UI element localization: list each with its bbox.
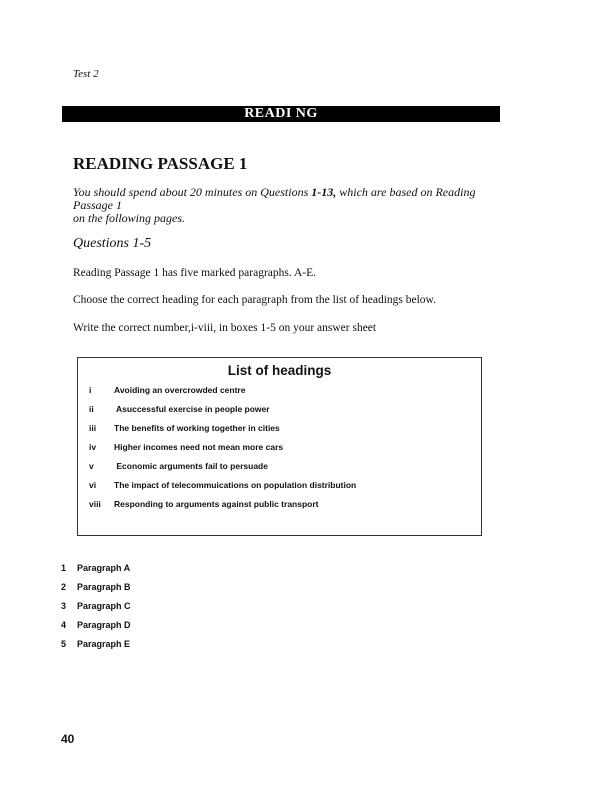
answer-number: 3 bbox=[61, 601, 67, 611]
answer-item bbox=[61, 639, 130, 649]
instruction-text-1: You should spend about 20 minutes on Questions bbox=[73, 185, 312, 199]
question-instruction-line: Write the correct number,i-viii, in boxes 1-5 on your answer sheet bbox=[73, 322, 377, 334]
heading-numeral: iii bbox=[89, 423, 97, 433]
heading-numeral: v bbox=[89, 461, 94, 471]
answer-label: Paragraph B bbox=[77, 582, 131, 592]
heading-text: Higher incomes need not mean more cars bbox=[114, 442, 284, 452]
answer-label: Paragraph A bbox=[77, 563, 131, 573]
heading-text: The impact of telecommuications on population distribution bbox=[114, 480, 357, 490]
heading-item bbox=[89, 404, 270, 414]
answer-number: 5 bbox=[61, 639, 67, 649]
heading-item bbox=[89, 461, 268, 471]
test-label: Test 2 bbox=[73, 68, 99, 80]
heading-text: The benefits of working together in cities bbox=[114, 423, 280, 433]
answer-item bbox=[61, 582, 131, 592]
heading-item bbox=[89, 499, 319, 509]
question-instruction-line: Reading Passage 1 has five marked paragraphs. A-E. bbox=[73, 267, 317, 279]
heading-numeral: viii bbox=[89, 499, 101, 509]
heading-text: Avoiding an overcrowded centre bbox=[114, 385, 246, 395]
list-of-headings-box bbox=[77, 357, 482, 536]
heading-item bbox=[89, 480, 356, 490]
answer-label: Paragraph D bbox=[77, 620, 131, 630]
questions-heading: Questions 1-5 bbox=[73, 236, 152, 251]
heading-text: Responding to arguments against public transport bbox=[114, 499, 319, 509]
passage-instruction bbox=[73, 186, 513, 225]
answer-label: Paragraph C bbox=[77, 601, 131, 611]
passage-title: READING PASSAGE 1 bbox=[73, 154, 248, 173]
heading-numeral: vi bbox=[89, 480, 97, 490]
heading-text: Asuccessful exercise in people power bbox=[114, 404, 270, 414]
heading-item bbox=[89, 442, 283, 452]
answer-number: 4 bbox=[61, 620, 67, 630]
answer-label: Paragraph E bbox=[77, 639, 131, 649]
heading-item bbox=[89, 423, 280, 433]
headings-box-title: List of headings bbox=[227, 363, 332, 378]
heading-numeral: i bbox=[89, 385, 92, 395]
question-instruction-line: Choose the correct heading for each paragraph from the list of headings below. bbox=[73, 294, 436, 306]
answer-number: 1 bbox=[61, 563, 67, 573]
heading-numeral: ii bbox=[89, 404, 94, 414]
instruction-text-3: on the following pages. bbox=[73, 211, 185, 225]
section-banner: READI NG bbox=[62, 106, 500, 122]
heading-numeral: iv bbox=[89, 442, 97, 452]
answer-item bbox=[61, 601, 131, 611]
answer-item bbox=[61, 563, 130, 573]
heading-item bbox=[89, 385, 245, 395]
heading-text: Economic arguments fail to persuade bbox=[114, 461, 268, 471]
answer-number: 2 bbox=[61, 582, 67, 592]
instruction-text-2: which are based on Reading Passage 1 bbox=[73, 185, 476, 212]
page-number: 40 bbox=[61, 732, 75, 746]
instruction-question-range: 1-13, bbox=[311, 185, 337, 199]
answer-item bbox=[61, 620, 131, 630]
